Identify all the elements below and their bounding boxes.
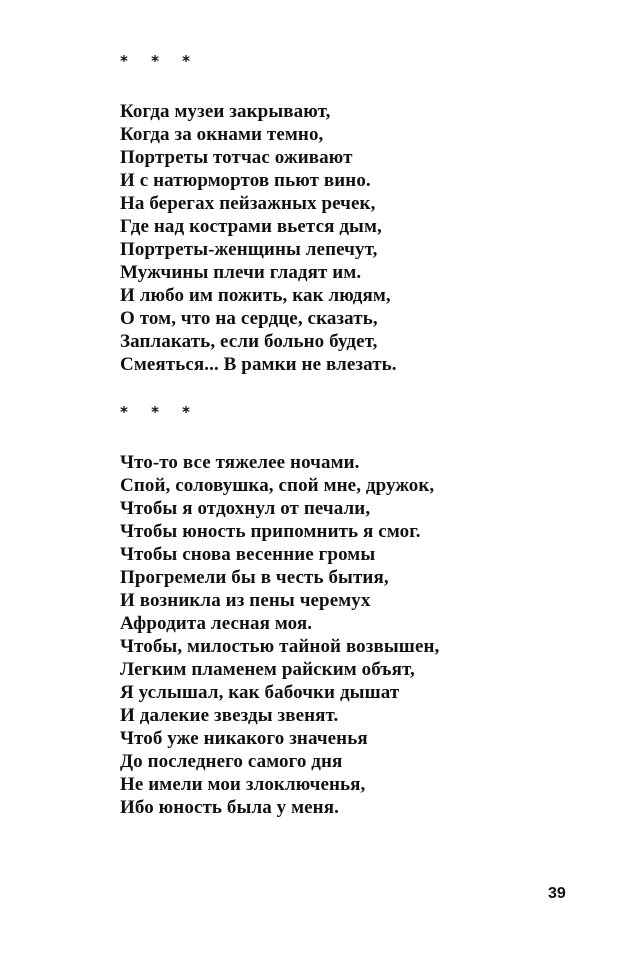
poem-line: Я услышал, как бабочки дышат xyxy=(120,682,400,703)
poem-line: Где над кострами вьется дым, xyxy=(120,216,382,237)
poem-line: И с натюрмортов пьют вино. xyxy=(120,170,371,191)
poem-line: До последнего самого дня xyxy=(120,751,343,772)
poem-line: Заплакать, если больно будет, xyxy=(120,331,378,352)
poem-line: Чтобы, милостью тайной возвышен, xyxy=(120,636,440,657)
poem-stanza xyxy=(120,100,580,376)
poem-first xyxy=(120,50,580,376)
asterism-separator: * * * xyxy=(120,403,199,421)
poem-line: Портреты-женщины лепечут, xyxy=(120,239,378,260)
poem-line: Чтоб уже никакого значенья xyxy=(120,728,368,749)
poem-line: И любо им пожить, как людям, xyxy=(120,285,391,306)
poem-line: Что-то все тяжелее ночами. xyxy=(120,452,360,473)
poem-line: Чтобы юность припомнить я смог. xyxy=(120,521,421,542)
poem-stanza xyxy=(120,451,580,819)
poem-line: Легким пламенем райским объят, xyxy=(120,659,415,680)
poem-line: Не имели мои злоключенья, xyxy=(120,774,366,795)
poem-line: И далекие звезды звенят. xyxy=(120,705,339,726)
poem-line: Мужчины плечи гладят им. xyxy=(120,262,362,283)
poem-line: Смеяться... В рамки не влезать. xyxy=(120,354,397,375)
poem-line: Чтобы я отдохнул от печали, xyxy=(120,498,371,519)
poem-second xyxy=(120,401,580,819)
poem-line: Спой, соловушка, спой мне, дружок, xyxy=(120,475,435,496)
poem-line: На берегах пейзажных речек, xyxy=(120,193,376,214)
poem-line: Прогремели бы в честь бытия, xyxy=(120,567,389,588)
poem-line: Портреты тотчас оживают xyxy=(120,147,353,168)
poem-line: Ибо юность была у меня. xyxy=(120,797,339,818)
poem-line: Когда за окнами темно, xyxy=(120,124,324,145)
page-number: 39 xyxy=(548,885,566,902)
asterism-separator: * * * xyxy=(120,52,199,70)
poem-line: И возникла из пены черемух xyxy=(120,590,371,611)
poem-line: О том, что на сердце, сказать, xyxy=(120,308,378,329)
poem-line: Когда музеи закрывают, xyxy=(120,101,331,122)
poem-line: Афродита лесная моя. xyxy=(120,613,313,634)
poem-line: Чтобы снова весенние громы xyxy=(120,544,376,565)
